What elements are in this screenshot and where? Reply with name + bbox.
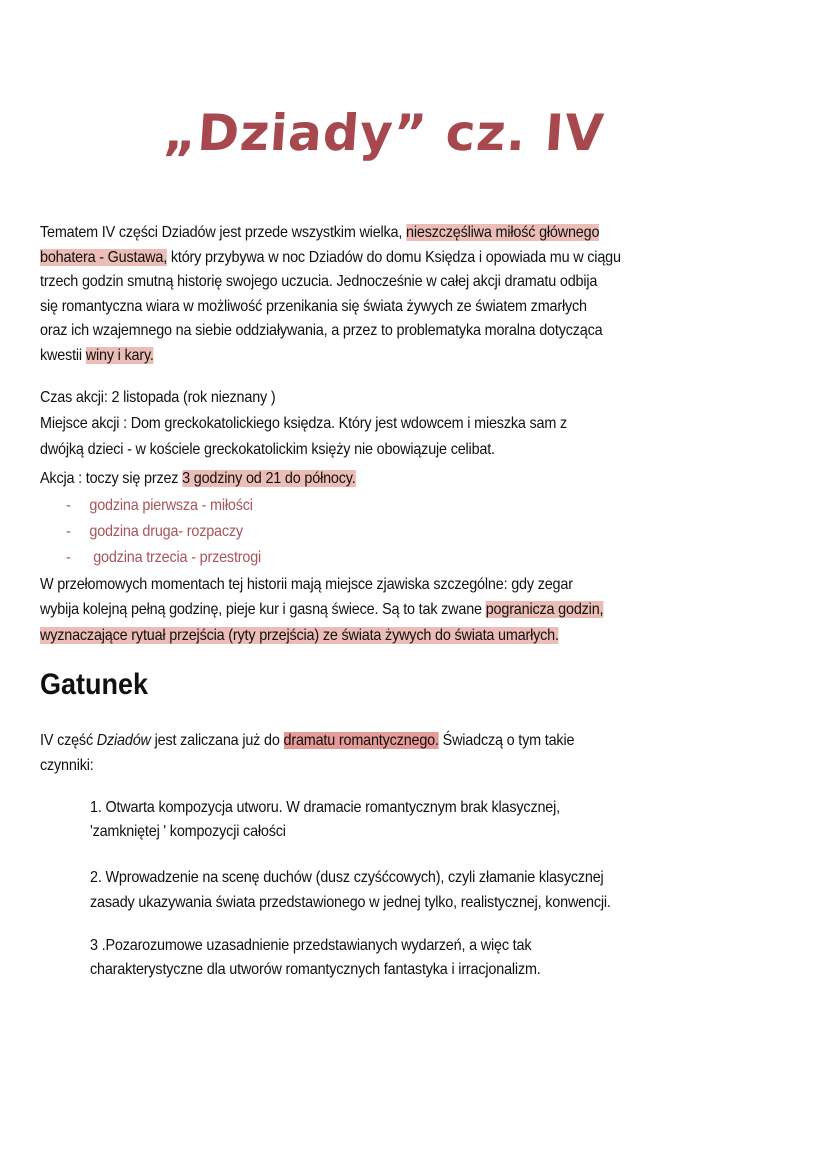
highlighted-text: bohatera - Gustawa,: [40, 249, 168, 266]
intro-line: [40, 296, 587, 318]
intro-line: [40, 320, 602, 342]
text-segment: dwójką dzieci - w kościele greckokatolickim księży nie obowiązuje celibat.: [40, 441, 495, 458]
details-line: [40, 439, 495, 461]
text-segment: czynniki:: [40, 757, 94, 774]
text-segment: kwestii: [40, 347, 86, 364]
text-segment: się romantyczna wiara w możliwość przenikania się świata żywych ze światem zmarłych: [40, 298, 587, 315]
factors-line: [90, 821, 286, 843]
page-title: „Dziady” cz. IV: [161, 104, 607, 162]
text-segment: jest zaliczana już do: [150, 732, 284, 749]
highlighted-text: pogranicza godzin,: [485, 601, 604, 618]
factors-line: [90, 892, 611, 914]
factors-line: [90, 867, 604, 889]
bullet-dash: -: [66, 549, 71, 566]
bullet-dash: -: [66, 497, 71, 514]
list-item-text: godzina pierwsza - miłości: [89, 497, 253, 514]
details-line: [66, 521, 243, 543]
details-line: [40, 625, 559, 647]
intro-line: [40, 222, 599, 244]
text-segment: W przełomowych momentach tej historii mają miejsce zjawiska szczególne: gdy zegar: [40, 576, 573, 593]
intro-line: [40, 247, 621, 269]
text-segment: charakterystyczne dla utworów romantycznych fantastyka i irracjonalizm.: [90, 961, 541, 978]
text-segment: który przybywa w noc Dziadów do domu Księdza i opowiada mu w ciągu: [167, 249, 621, 266]
text-segment: oraz ich wzajemnego na siebie oddziaływania, a przez to problematyka moralna dotycząca: [40, 322, 603, 339]
list-item-text: godzina trzecia - przestrogi: [89, 549, 262, 566]
factors-line: [90, 797, 560, 819]
factors-line: [90, 959, 541, 981]
section-heading-gatunek: Gatunek: [40, 668, 149, 701]
text-segment: Miejsce akcji : Dom greckokatolickiego księdza. Który jest wdowcem i mieszka sam z: [40, 415, 568, 432]
highlighted-text: winy i kary.: [85, 347, 154, 364]
text-segment: Akcja : toczy się przez: [40, 470, 183, 487]
genre-line: [40, 755, 94, 777]
highlighted-text: nieszczęśliwa miłość głównego: [406, 224, 600, 241]
intro-line: [40, 271, 597, 293]
highlighted-text: 3 godziny od 21 do północy.: [182, 470, 356, 487]
details-line: [66, 547, 261, 569]
text-segment: 'zamkniętej ' kompozycji całości: [90, 823, 286, 840]
factors-line: [90, 935, 531, 957]
genre-line: [40, 730, 574, 752]
bullet-dash: -: [66, 523, 71, 540]
text-segment: IV część: [40, 732, 97, 749]
highlighted-text: dramatu romantycznego.: [283, 732, 439, 749]
intro-line: [40, 345, 154, 367]
text-segment: Świadczą o tym takie: [438, 732, 575, 749]
details-line: [40, 468, 356, 490]
text-segment: 3 .Pozarozumowe uzasadnienie przedstawianych wydarzeń, a więc tak: [90, 937, 532, 954]
text-segment: Czas akcji: 2 listopada (rok nieznany ): [40, 389, 276, 406]
text-segment: 1. Otwarta kompozycja utworu. W dramacie romantycznym brak klasycznej,: [90, 799, 560, 816]
details-line: [40, 599, 603, 621]
highlighted-text: wyznaczające rytuał przejścia (ryty przejścia) ze świata żywych do świata umarłych.: [40, 627, 559, 644]
text-segment: Tematem IV części Dziadów jest przede wszystkim wielka,: [40, 224, 407, 241]
text-segment: zasady ukazywania świata przedstawionego w jednej tylko, realistycznej, konwencji.: [90, 894, 611, 911]
details-line: [66, 495, 253, 517]
text-segment: trzech godzin smutną historię swojego uczucia. Jednocześnie w całej akcji dramatu odbija: [40, 273, 598, 290]
details-line: [40, 574, 573, 596]
text-segment: 2. Wprowadzenie na scenę duchów (dusz czyśćcowych), czyli złamanie klasycznej: [90, 869, 604, 886]
text-segment: wybija kolejną pełną godzinę, pieje kur i gasną świece. Są to tak zwane: [40, 601, 486, 618]
list-item-text: godzina druga- rozpaczy: [89, 523, 243, 540]
details-line: [40, 413, 567, 435]
italic-title: Dziadów: [96, 732, 151, 749]
details-line: [40, 387, 275, 409]
